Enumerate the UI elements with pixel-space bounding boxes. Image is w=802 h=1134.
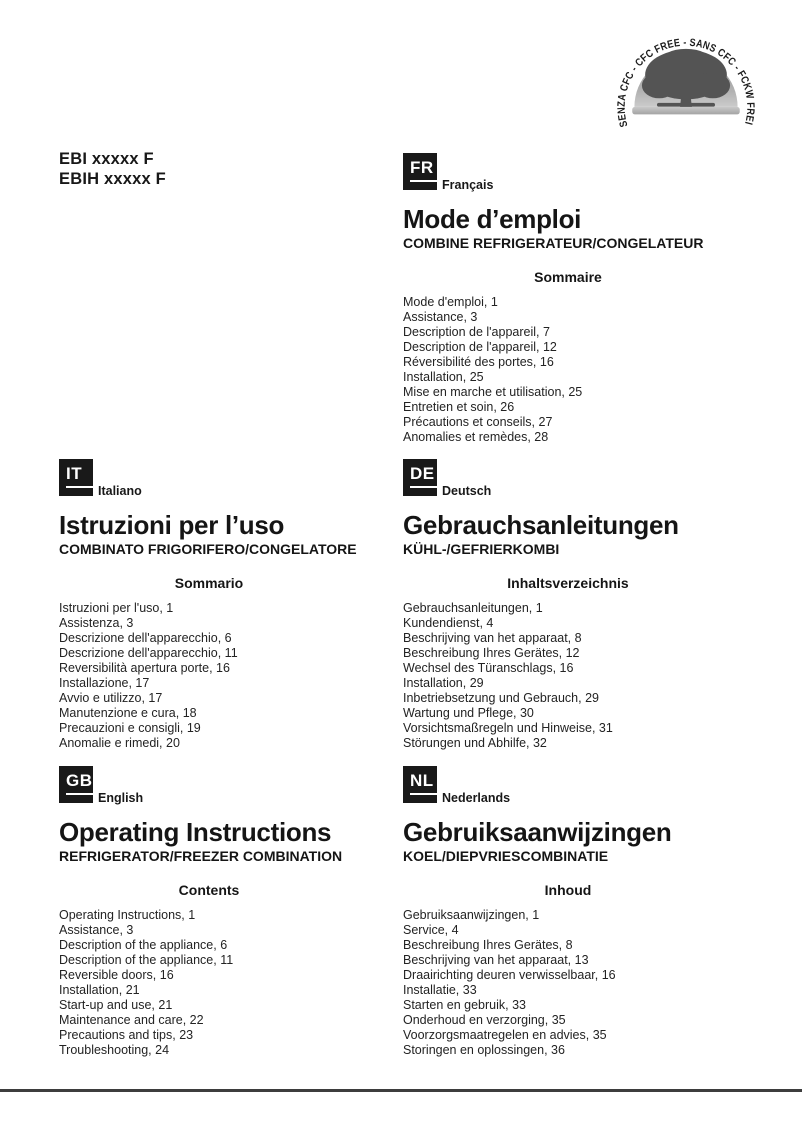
language-label-it: Italiano — [98, 484, 142, 498]
model-numbers — [59, 150, 166, 189]
section-subtitle-gb: REFRIGERATOR/FREEZER COMBINATION — [59, 848, 343, 864]
toc-list-de — [403, 601, 733, 751]
section-subtitle-de: KÜHL-/GEFRIERKOMBI — [403, 541, 560, 557]
toc-title-gb: Contents — [178, 882, 240, 898]
toc-item: Installazione, 17 — [59, 676, 150, 690]
language-label-gb: English — [98, 791, 144, 805]
toc-item: Installation, 29 — [403, 676, 484, 690]
language-badge-nl — [403, 766, 437, 803]
toc-item: Description de l'appareil, 12 — [403, 340, 557, 354]
toc-item: Descrizione dell'apparecchio, 11 — [59, 646, 238, 660]
section-french — [403, 152, 733, 445]
toc-item: Mode d'emploi, 1 — [403, 295, 498, 309]
toc-item: Draairichting deuren verwisselbaar, 16 — [403, 968, 616, 982]
language-badge-row-it — [59, 458, 359, 496]
language-label-nl: Nederlands — [442, 791, 511, 805]
toc-item: Avvio e utilizzo, 17 — [59, 691, 163, 705]
toc-item: Installation, 25 — [403, 370, 484, 384]
language-badge-row-gb — [59, 765, 359, 803]
toc-item: Wechsel des Türanschlags, 16 — [403, 661, 574, 675]
toc-item: Precautions and tips, 23 — [59, 1028, 194, 1042]
toc-item: Operating Instructions, 1 — [59, 908, 196, 922]
toc-item: Reversibilità apertura porte, 16 — [59, 661, 230, 675]
badge-underline — [410, 793, 437, 795]
section-italian — [59, 458, 359, 751]
language-badge-gb — [59, 766, 93, 803]
language-code-fr: FR — [410, 158, 434, 177]
toc-item: Manutenzione e cura, 18 — [59, 706, 197, 720]
cfc-free-logo — [600, 12, 772, 133]
language-badge-de — [403, 459, 437, 496]
toc-item: Voorzorgsmaatregelen en advies, 35 — [403, 1028, 607, 1042]
language-code-gb: GB — [66, 771, 93, 790]
toc-item: Assistance, 3 — [59, 923, 134, 937]
toc-item: Precauzioni e consigli, 19 — [59, 721, 201, 735]
section-title-fr: Mode d’emploi — [403, 204, 582, 234]
language-badge-fr — [403, 153, 437, 190]
toc-list-nl — [403, 908, 733, 1058]
language-badge-row-fr — [403, 152, 733, 190]
toc-item: Description of the appliance, 6 — [59, 938, 228, 952]
language-label-de: Deutsch — [442, 484, 492, 498]
language-badge-row-nl — [403, 765, 733, 803]
toc-title-fr: Sommaire — [534, 269, 602, 285]
toc-item: Maintenance and care, 22 — [59, 1013, 204, 1027]
section-title-it: Istruzioni per l’uso — [59, 510, 285, 540]
toc-item: Gebruiksaanwijzingen, 1 — [403, 908, 540, 922]
section-german — [403, 458, 733, 751]
badge-underline — [410, 180, 437, 182]
toc-item: Anomalie e rimedi, 20 — [59, 736, 180, 750]
badge-underline — [66, 486, 93, 488]
toc-item: Mise en marche et utilisation, 25 — [403, 385, 583, 399]
badge-underline — [410, 486, 437, 488]
language-code-nl: NL — [410, 771, 434, 790]
cfc-arc-text: SENZA CFC - CFC FREE - SANS CFC - FCKW FREI — [615, 36, 757, 129]
toc-item: Vorsichtsmaßregeln und Hinweise, 31 — [403, 721, 613, 735]
toc-item: Anomalies et remèdes, 28 — [403, 430, 549, 444]
toc-list-gb — [59, 908, 359, 1058]
section-subtitle-it: COMBINATO FRIGORIFERO/CONGELATORE — [59, 541, 357, 557]
section-subtitle-nl: KOEL/DIEPVRIESCOMBINATIE — [403, 848, 609, 864]
toc-item: Onderhoud en verzorging, 35 — [403, 1013, 566, 1027]
toc-item: Assistance, 3 — [403, 310, 478, 324]
toc-item: Descrizione dell'apparecchio, 6 — [59, 631, 232, 645]
toc-item: Beschrijving van het apparaat, 8 — [403, 631, 582, 645]
language-code-de: DE — [410, 464, 435, 483]
toc-item: Installatie, 33 — [403, 983, 477, 997]
section-title-de: Gebrauchsanleitungen — [403, 510, 679, 540]
toc-item: Service, 4 — [403, 923, 459, 937]
toc-item: Beschreibung Ihres Gerätes, 8 — [403, 938, 573, 952]
toc-item: Troubleshooting, 24 — [59, 1043, 170, 1057]
section-title-nl: Gebruiksaanwijzingen — [403, 817, 672, 847]
section-subtitle-fr: COMBINE REFRIGERATEUR/CONGELATEUR — [403, 235, 704, 251]
toc-item: Wartung und Pflege, 30 — [403, 706, 534, 720]
model-line-1: EBI xxxxx F — [59, 150, 154, 168]
toc-item: Kundendienst, 4 — [403, 616, 494, 630]
toc-item: Assistenza, 3 — [59, 616, 134, 630]
toc-item: Starten en gebruik, 33 — [403, 998, 526, 1012]
toc-list-it — [59, 601, 359, 751]
toc-list-fr — [403, 295, 733, 445]
toc-item: Beschrijving van het apparaat, 13 — [403, 953, 589, 967]
toc-item: Störungen und Abhilfe, 32 — [403, 736, 547, 750]
toc-item: Entretien et soin, 26 — [403, 400, 515, 414]
toc-item: Start-up and use, 21 — [59, 998, 173, 1012]
language-badge-row-de — [403, 458, 733, 496]
toc-title-nl: Inhoud — [544, 882, 592, 898]
logo-base — [632, 107, 740, 115]
toc-item: Installation, 21 — [59, 983, 140, 997]
toc-item: Gebrauchsanleitungen, 1 — [403, 601, 543, 615]
toc-item: Description de l'appareil, 7 — [403, 325, 550, 339]
toc-item: Istruzioni per l'uso, 1 — [59, 601, 174, 615]
toc-title-de: Inhaltsverzeichnis — [507, 575, 629, 591]
toc-item: Réversibilité des portes, 16 — [403, 355, 554, 369]
badge-underline — [66, 793, 93, 795]
language-code-it: IT — [66, 464, 83, 483]
toc-item: Description of the appliance, 11 — [59, 953, 234, 967]
toc-item: Précautions et conseils, 27 — [403, 415, 553, 429]
footer-divider — [0, 1089, 802, 1092]
section-english — [59, 765, 359, 1058]
section-dutch — [403, 765, 733, 1058]
toc-title-it: Sommario — [174, 575, 244, 591]
language-label-fr: Français — [442, 178, 494, 192]
language-badge-it — [59, 459, 93, 496]
model-line-2: EBIH xxxxx F — [59, 169, 166, 188]
toc-item: Storingen en oplossingen, 36 — [403, 1043, 565, 1057]
toc-item: Beschreibung Ihres Gerätes, 12 — [403, 646, 580, 660]
toc-item: Reversible doors, 16 — [59, 968, 174, 982]
toc-item: Inbetriebsetzung und Gebrauch, 29 — [403, 691, 599, 705]
section-title-gb: Operating Instructions — [59, 817, 332, 847]
